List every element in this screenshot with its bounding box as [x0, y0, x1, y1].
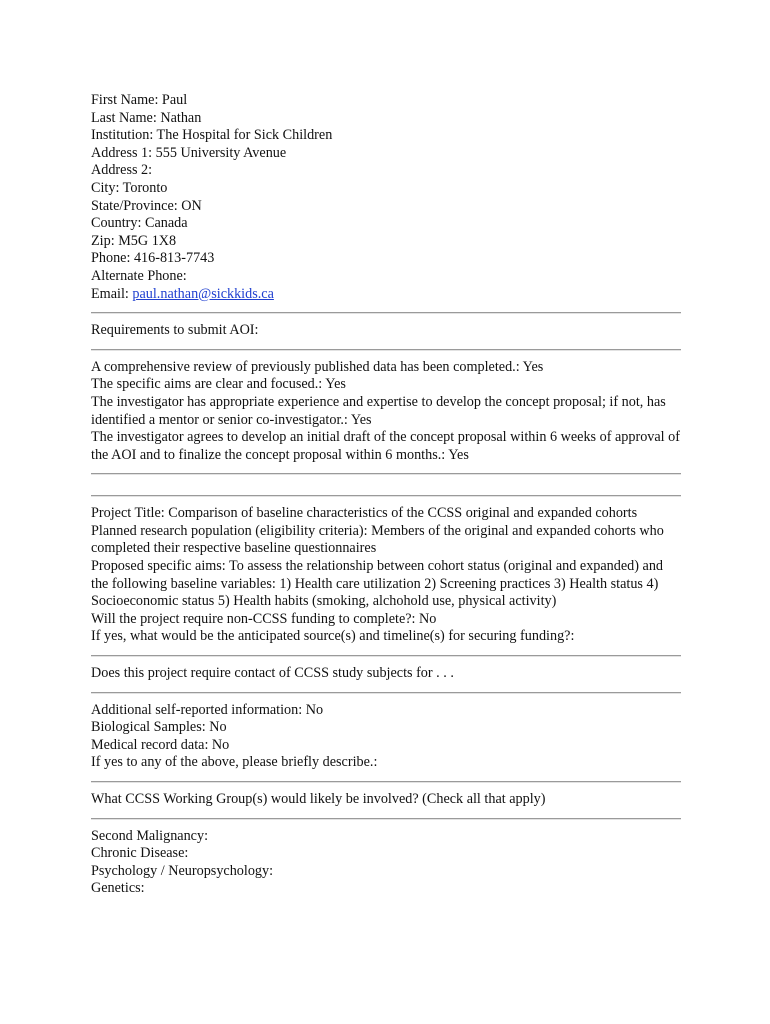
working-groups-section: [91, 828, 681, 898]
requirements-heading: Requirements to submit AOI:: [91, 322, 259, 339]
requirement-aims: The specific aims are clear and focused.: Yes: [91, 376, 346, 393]
contact-section: [91, 92, 681, 303]
contact-requirements-section: [91, 702, 681, 772]
email-link[interactable]: paul.nathan@sickkids.ca: [132, 285, 274, 302]
research-population: Planned research population (eligibility criteria): Members of the original and expanded cohorts who completed their respective baseline questionnaires: [91, 522, 664, 557]
state-province: State/Province: ON: [91, 197, 202, 214]
self-reported-info: Additional self-reported information: No: [91, 701, 324, 718]
email-row: [91, 286, 681, 304]
funding-required: Will the project require non-CCSS funding to complete?: No: [91, 610, 437, 627]
requirement-draft: The investigator agrees to develop an initial draft of the concept proposal within 6 weeks of approval of the AOI and to finalize the concept proposal within 6 months.: Yes: [91, 429, 680, 463]
project-section: [91, 505, 681, 646]
biological-samples: Biological Samples: No: [91, 719, 227, 736]
address-1: Address 1: 555 University Avenue: [91, 144, 287, 161]
country: Country: Canada: [91, 215, 188, 232]
requirements-section: [91, 359, 681, 465]
email-label: Email:: [91, 285, 133, 302]
describe-if-yes: If yes to any of the above, please briefly describe.:: [91, 754, 378, 771]
working-group-second-malignancy: Second Malignancy:: [91, 827, 209, 844]
city: City: Toronto: [91, 179, 168, 196]
project-title: Project Title: Comparison of baseline characteristics of the CCSS original and expanded cohorts: [91, 505, 638, 522]
medical-record-data: Medical record data: No: [91, 736, 230, 753]
phone: Phone: 416-813-7743: [91, 250, 215, 267]
requirement-experience: The investigator has appropriate experience and expertise to develop the concept proposal; if not, has identified a mentor or senior co-investigator.: Yes: [91, 393, 666, 428]
form-content: [91, 92, 681, 898]
last-name: Last Name: Nathan: [91, 109, 202, 126]
working-group-genetics: Genetics:: [91, 880, 145, 897]
contact-heading: Does this project require contact of CCSS study subjects for . . .: [91, 665, 454, 682]
working-group-psychology: Psychology / Neuropsychology:: [91, 862, 274, 879]
working-group-heading: What CCSS Working Group(s) would likely be involved? (Check all that apply): [91, 791, 546, 807]
specific-aims: Proposed specific aims: To assess the relationship between cohort status (original and expanded) and the following baseline variables: 1) Health care utilization 2) Screening practices 3) Health status 4) Socioeconomic status 5) Health habits (smoking, alchohold use, physical activity): [91, 558, 664, 610]
institution: Institution: The Hospital for Sick Children: [91, 127, 333, 144]
alternate-phone: Alternate Phone:: [91, 267, 187, 284]
funding-source: If yes, what would be the anticipated source(s) and timeline(s) for securing funding?:: [91, 628, 575, 645]
working-group-chronic-disease: Chronic Disease:: [91, 845, 189, 862]
zip: Zip: M5G 1X8: [91, 232, 177, 249]
address-2: Address 2:: [91, 162, 153, 179]
first-name: First Name: Paul: [91, 92, 188, 108]
requirement-review: A comprehensive review of previously published data has been completed.: Yes: [91, 358, 544, 375]
